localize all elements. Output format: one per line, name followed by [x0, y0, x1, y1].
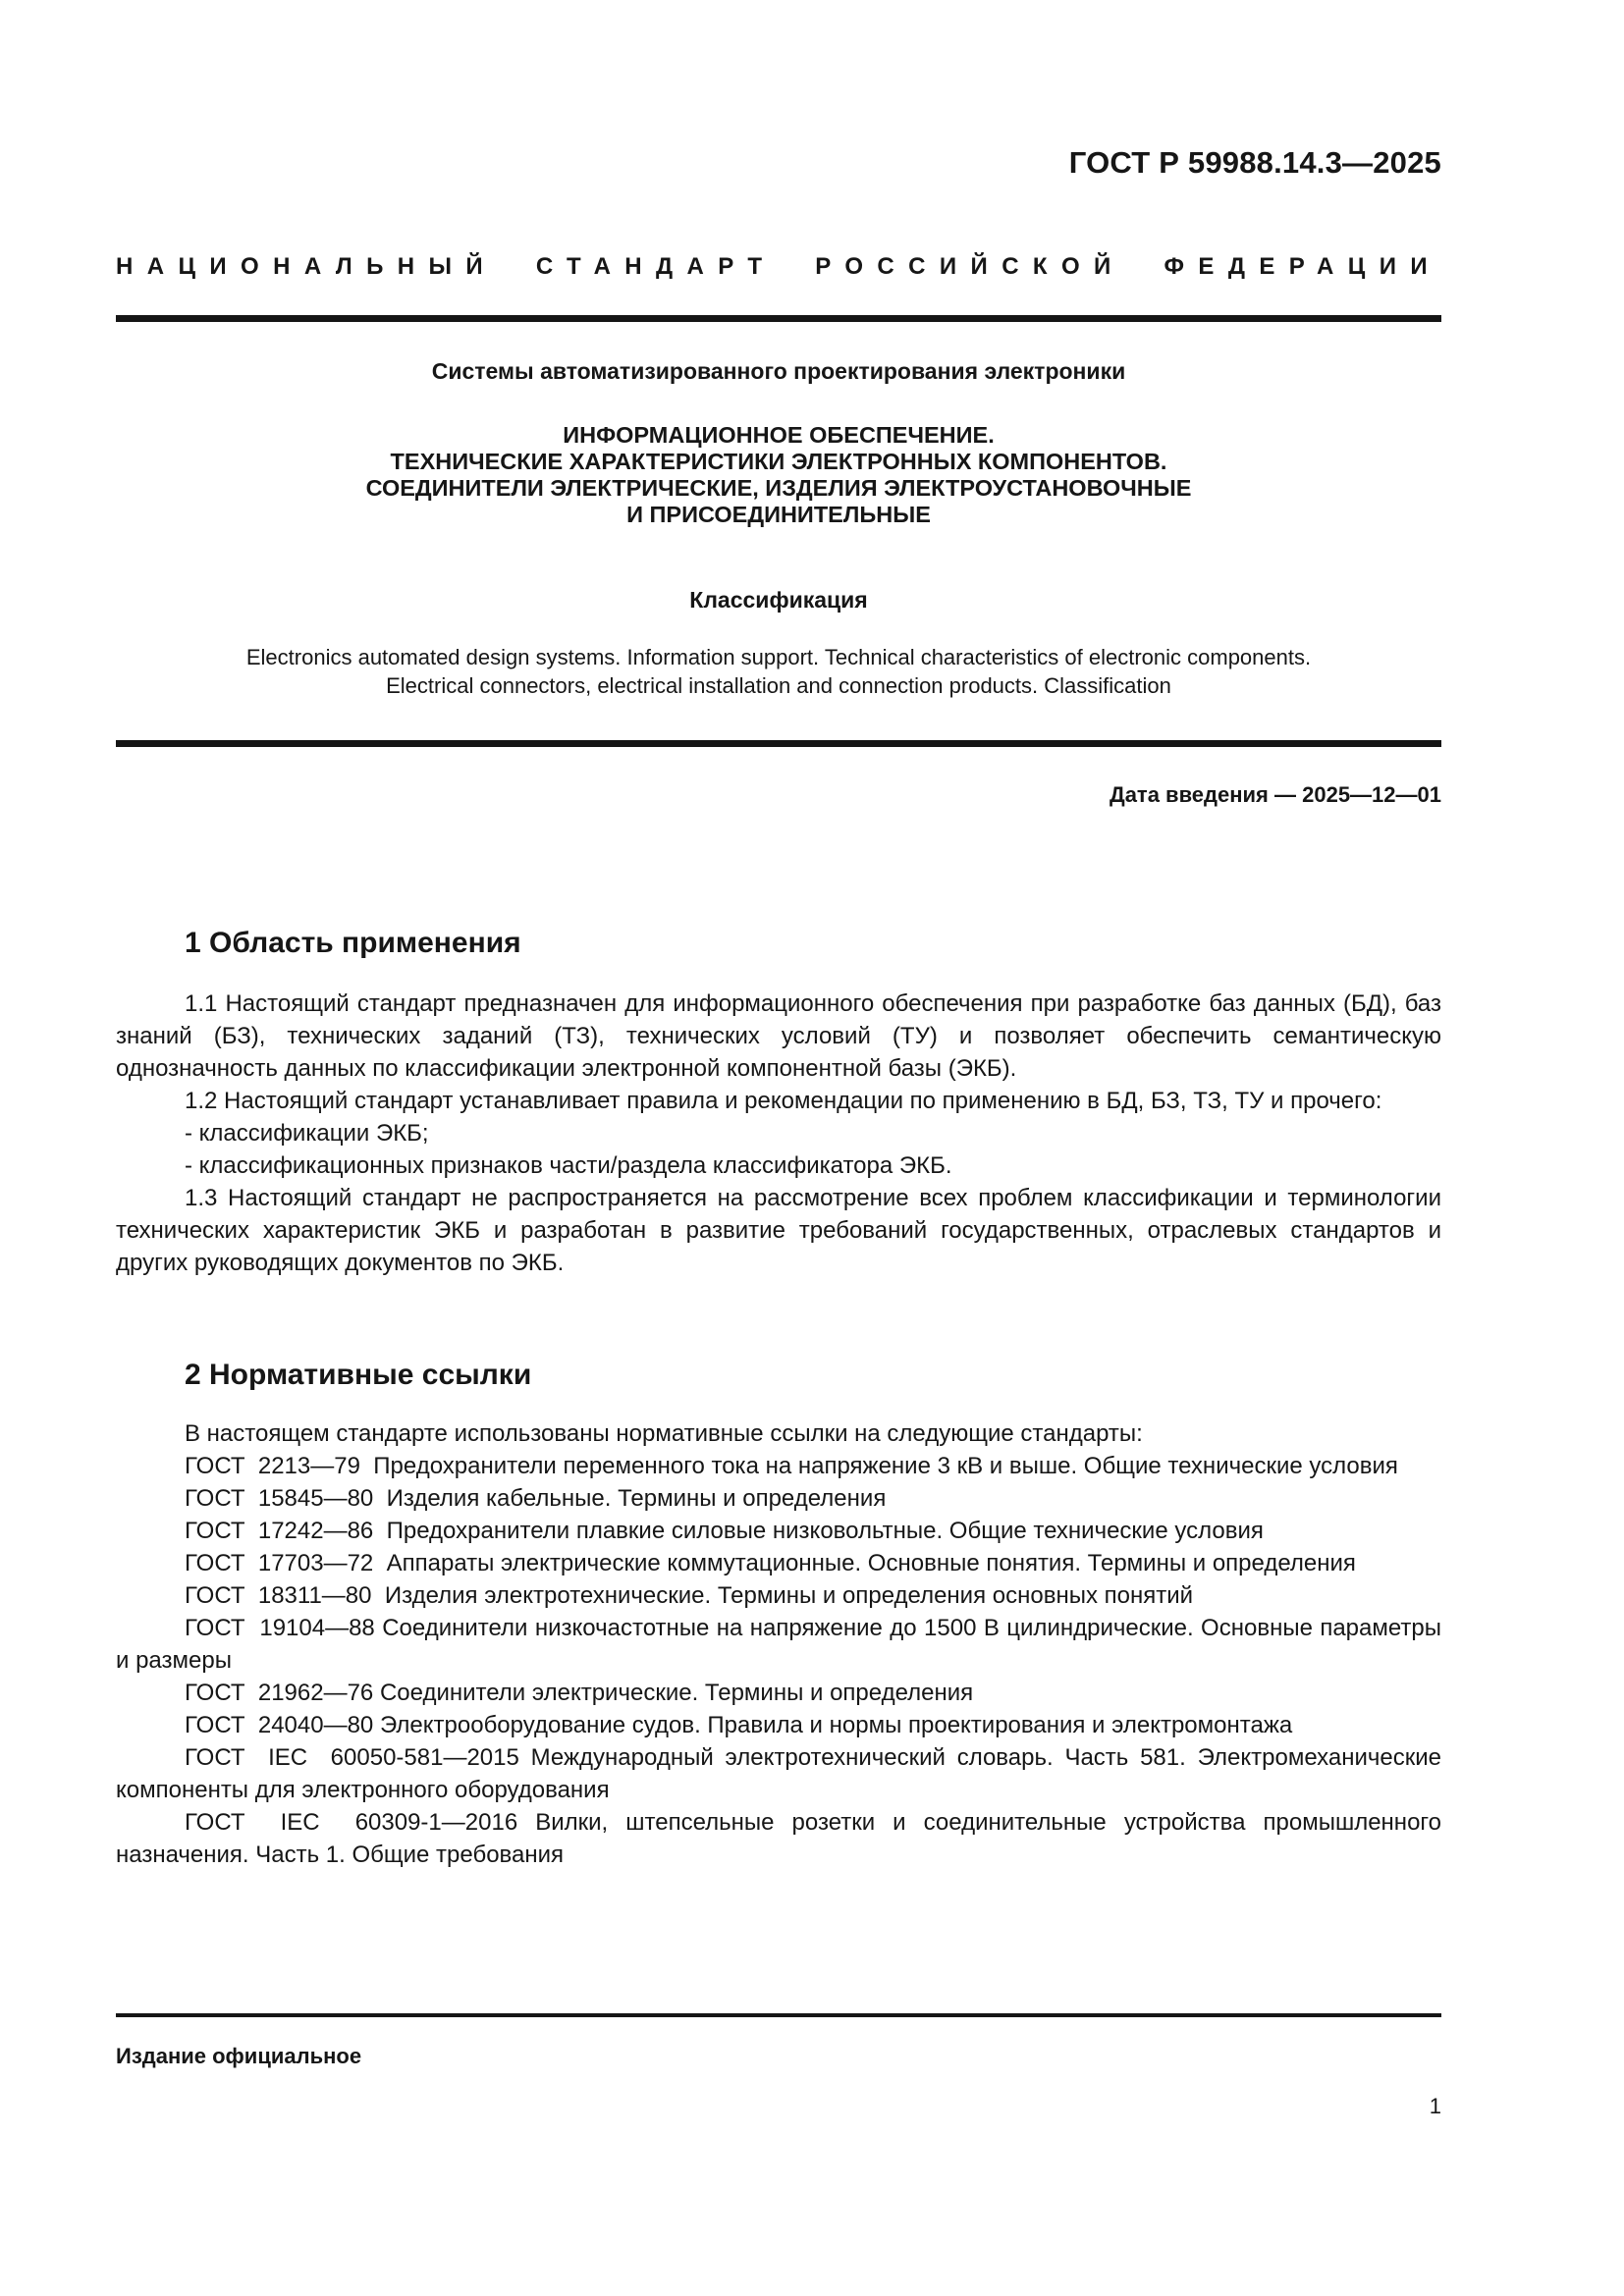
- reference-code: ГОСТ IEC 60050-581—2015: [185, 1744, 519, 1771]
- reference-item: [116, 1709, 1441, 1741]
- title-line: ИНФОРМАЦИОННОЕ ОБЕСПЕЧЕНИЕ.: [563, 422, 995, 448]
- reference-item: [116, 1515, 1441, 1547]
- introduction-date: Дата введения — 2025—12—01: [1110, 782, 1441, 807]
- title-line: СОЕДИНИТЕЛИ ЭЛЕКТРИЧЕСКИЕ, ИЗДЕЛИЯ ЭЛЕКТРОУСТАНОВОЧНЫЕ: [365, 475, 1192, 501]
- reference-title: Изделия электротехнические. Термины и определения основных понятий: [384, 1582, 1194, 1609]
- list-item: - классификации ЭКБ;: [185, 1120, 429, 1147]
- series-title: Системы автоматизированного проектирования электроники: [431, 358, 1126, 384]
- paragraph: 1.2 Настоящий стандарт устанавливает правила и рекомендации по применению в БД, БЗ, ТЗ, ТУ и прочего:: [185, 1088, 1382, 1114]
- document-code: ГОСТ Р 59988.14.3—2025: [1068, 145, 1441, 180]
- reference-code: ГОСТ 15845—80: [185, 1485, 374, 1512]
- reference-item: [116, 1579, 1441, 1612]
- reference-title: Международный электротехнический словарь. Часть 581. Электромеханические компоненты для электронного оборудования: [116, 1744, 1442, 1803]
- reference-code: ГОСТ 19104—88: [185, 1615, 375, 1641]
- reference-title: Вилки, штепсельные розетки и соединительные устройства промышленного назначения. Часть 1. Общие требования: [116, 1809, 1441, 1868]
- reference-title: Аппараты электрические коммутационные. Основные понятия. Термины и определения: [386, 1550, 1356, 1576]
- english-title-line: Electrical connectors, electrical installation and connection products. Classification: [386, 673, 1171, 698]
- reference-code: ГОСТ 17703—72: [185, 1550, 374, 1576]
- reference-item: [116, 1547, 1441, 1579]
- document-title: [116, 422, 1441, 528]
- paragraph: 1.3 Настоящий стандарт не распространяется на рассмотрение всех проблем классификации и терминологии технических характеристик ЭКБ и разработан в развитие требований государственных, отраслевых стандартов и других руководящих документов по ЭКБ.: [116, 1185, 1441, 1276]
- reference-item: [116, 1677, 1441, 1709]
- title-line: ТЕХНИЧЕСКИЕ ХАРАКТЕРИСТИКИ ЭЛЕКТРОННЫХ КОМПОНЕНТОВ.: [390, 449, 1167, 474]
- reference-item: [116, 1482, 1441, 1515]
- reference-code: ГОСТ 24040—80: [185, 1712, 374, 1738]
- official-edition-label: Издание официальное: [116, 2044, 362, 2068]
- reference-code: ГОСТ 21962—76: [185, 1680, 374, 1706]
- reference-code: ГОСТ 2213—79: [185, 1453, 360, 1479]
- reference-item: [116, 1450, 1441, 1482]
- english-title: [116, 643, 1441, 700]
- title-divider: [116, 740, 1441, 747]
- title-line: И ПРИСОЕДИНИТЕЛЬНЫЕ: [626, 502, 931, 527]
- reference-item: [116, 1806, 1441, 1871]
- reference-code: ГОСТ 17242—86: [185, 1518, 374, 1544]
- reference-title: Предохранители переменного тока на напряжение 3 кВ и выше. Общие технические условия: [373, 1453, 1398, 1479]
- section-normative-references: [116, 1359, 1441, 1871]
- reference-code: ГОСТ 18311—80: [185, 1582, 372, 1609]
- paragraph: 1.1 Настоящий стандарт предназначен для информационного обеспечения при разработке баз данных (БД), баз знаний (БЗ), технических заданий (ТЗ), технических условий (ТУ) и позволяет обеспечить семантическую однозначность данных по классификации электронной компонентной базы (ЭКБ).: [116, 990, 1441, 1082]
- reference-item: [116, 1741, 1441, 1806]
- document-kind: Классификация: [689, 587, 868, 613]
- reference-title: Электрооборудование судов. Правила и нормы проектирования и электромонтажа: [379, 1712, 1293, 1738]
- reference-code: ГОСТ IEC 60309-1—2016: [185, 1809, 518, 1836]
- reference-title: Изделия кабельные. Термины и определения: [386, 1485, 887, 1512]
- section-scope: [116, 927, 1441, 1279]
- page-number: 1: [1429, 2094, 1441, 2118]
- reference-title: Предохранители плавкие силовые низковольтные. Общие технические условия: [386, 1518, 1264, 1544]
- section-heading: 2 Нормативные ссылки: [185, 1359, 532, 1391]
- reference-title: Соединители электрические. Термины и определения: [379, 1680, 974, 1706]
- top-divider: [116, 315, 1441, 322]
- reference-title: Соединители низкочастотные на напряжение до 1500 В цилиндрические. Основные параметры и размеры: [116, 1615, 1442, 1674]
- list-item: - классификационных признаков части/раздела классификатора ЭКБ.: [185, 1152, 952, 1179]
- section-heading: 1 Область применения: [185, 927, 521, 959]
- paragraph: В настоящем стандарте использованы нормативные ссылки на следующие стандарты:: [185, 1420, 1143, 1447]
- reference-item: [116, 1612, 1441, 1677]
- national-standard-banner: НАЦИОНАЛЬНЫЙ СТАНДАРТ РОССИЙСКОЙ ФЕДЕРАЦИИ: [116, 253, 1441, 280]
- english-title-line: Electronics automated design systems. Information support. Technical characteristics of electronic components.: [245, 645, 1312, 669]
- footer-divider: [116, 2013, 1441, 2017]
